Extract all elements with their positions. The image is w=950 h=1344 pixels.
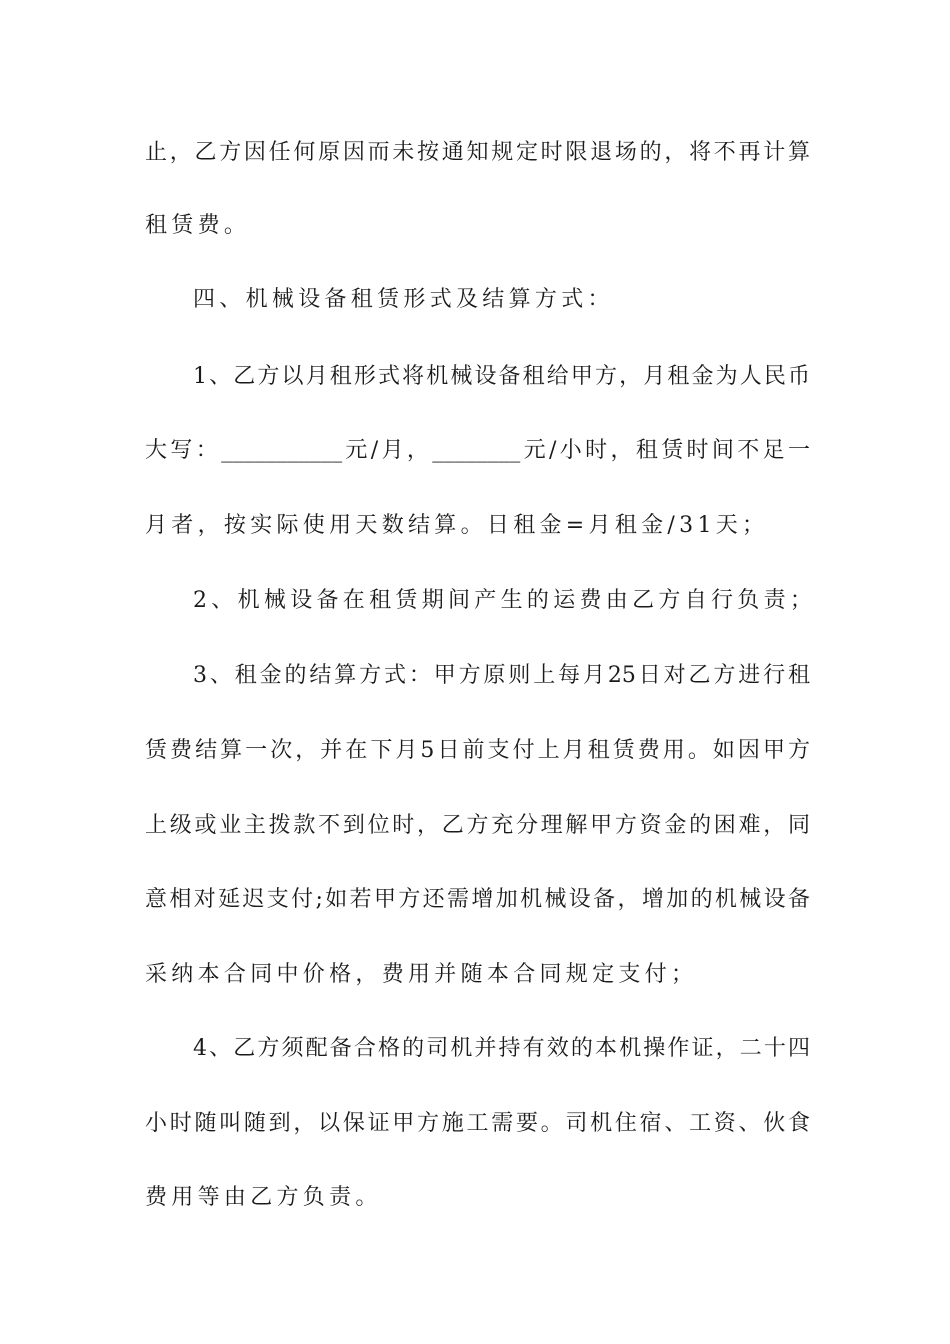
paragraph-line: 4、乙方须配备合格的司机并持有效的本机操作证，二十四 [193,1036,810,1061]
paragraph-line: 上级或业主拨款不到位时，乙方充分理解甲方资金的困难，同 [145,813,810,838]
paragraph-line: 费用等由乙方负责。 [145,1185,382,1210]
paragraph-line: 2、机械设备在租赁期间产生的运费由乙方自行负责； [193,588,817,613]
paragraph-line: 月者，按实际使用天数结算。日租金=月租金/31天； [145,513,769,538]
paragraph-line: 1、乙方以月租形式将机械设备租给甲方，月租金为人民币 [193,364,810,389]
paragraph-line: 3、租金的结算方式：甲方原则上每月25日对乙方进行租 [193,663,810,688]
section-heading: 四、机械设备租赁形式及结算方式： [193,287,614,312]
paragraph-line: 采纳本合同中价格，费用并随本合同规定支付； [145,962,698,987]
paragraph-line: 大写：___________元/月，________元/小时，租赁时间不足一 [145,438,810,463]
paragraph-line: 小时随叫随到，以保证甲方施工需要。司机住宿、工资、伙食 [145,1111,810,1136]
paragraph-line: 赁费结算一次，并在下月5日前支付上月租赁费用。如因甲方 [145,738,810,763]
paragraph-line: 意相对延迟支付;如若甲方还需增加机械设备，增加的机械设备 [145,887,810,912]
paragraph-line: 止，乙方因任何原因而未按通知规定时限退场的，将不再计算 [145,140,810,165]
paragraph-line: 租赁费。 [145,213,251,238]
